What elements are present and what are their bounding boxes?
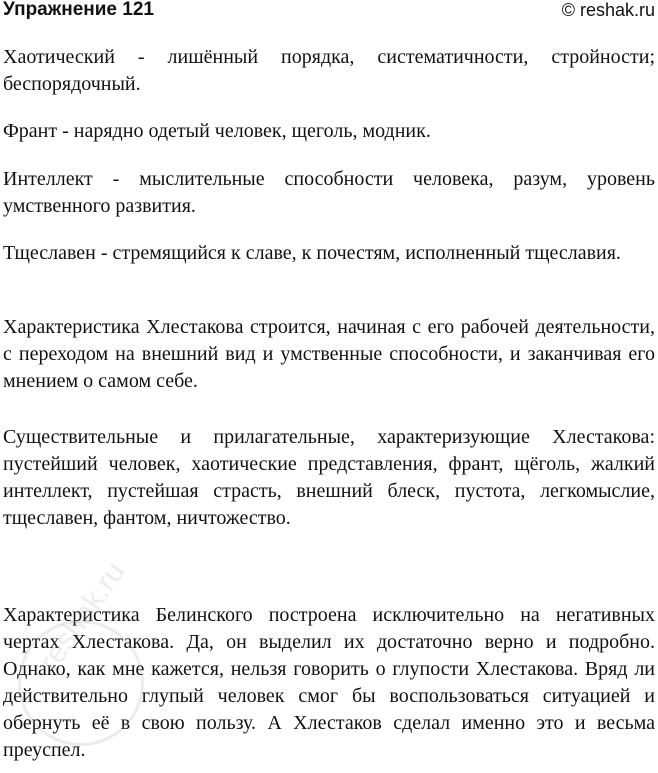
khlestakov-characterization: Характеристика Хлестакова строится, начиная с его рабочей деятельности, с переходом на внешний вид и умственные способности, и заканчивая его мнением о самом себе.	[3, 316, 655, 392]
watermark-text: reshak.ru	[32, 556, 132, 678]
source-credit: © reshak.ru	[561, 0, 655, 20]
exercise-title: Упражнение 121	[3, 0, 154, 20]
definition-dandy: Франт - нарядно одетый человек, щеголь, модник.	[3, 120, 431, 142]
definition-chaotic: Хаотический - лишённый порядка, систематичности, стройности; беспорядочный.	[3, 46, 655, 95]
khlestakov-word-list: Существительные и прилагательные, характеризующие Хлестакова: пустейший человек, хаотические представления, франт, щёголь, жалкий интеллект, пустейшая страсть, внешний блеск, пустота, легкомыслие, тщеславен, фантом, ничтожество.	[3, 426, 655, 529]
definition-vain: Тщеславен - стремящийся к славе, к почестям, исполненный тщеславия.	[3, 242, 621, 264]
page-header	[3, 0, 655, 24]
belinsky-analysis: Характеристика Белинского построена исключительно на негативных чертах Хлестакова. Да, он выделил их достаточно верно и подробно. Однако, как мне кажется, нельзя говорить о глупости Хлестакова. Вряд ли действительно глупый человек смог бы воспользоваться ситуацией и обернуть её в свою пользу. А Хлестаков сделал именно это и весьма преуспел.	[3, 604, 655, 761]
definition-intellect: Интеллект - мыслительные способности человека, разум, уровень умственного развития.	[3, 168, 655, 217]
